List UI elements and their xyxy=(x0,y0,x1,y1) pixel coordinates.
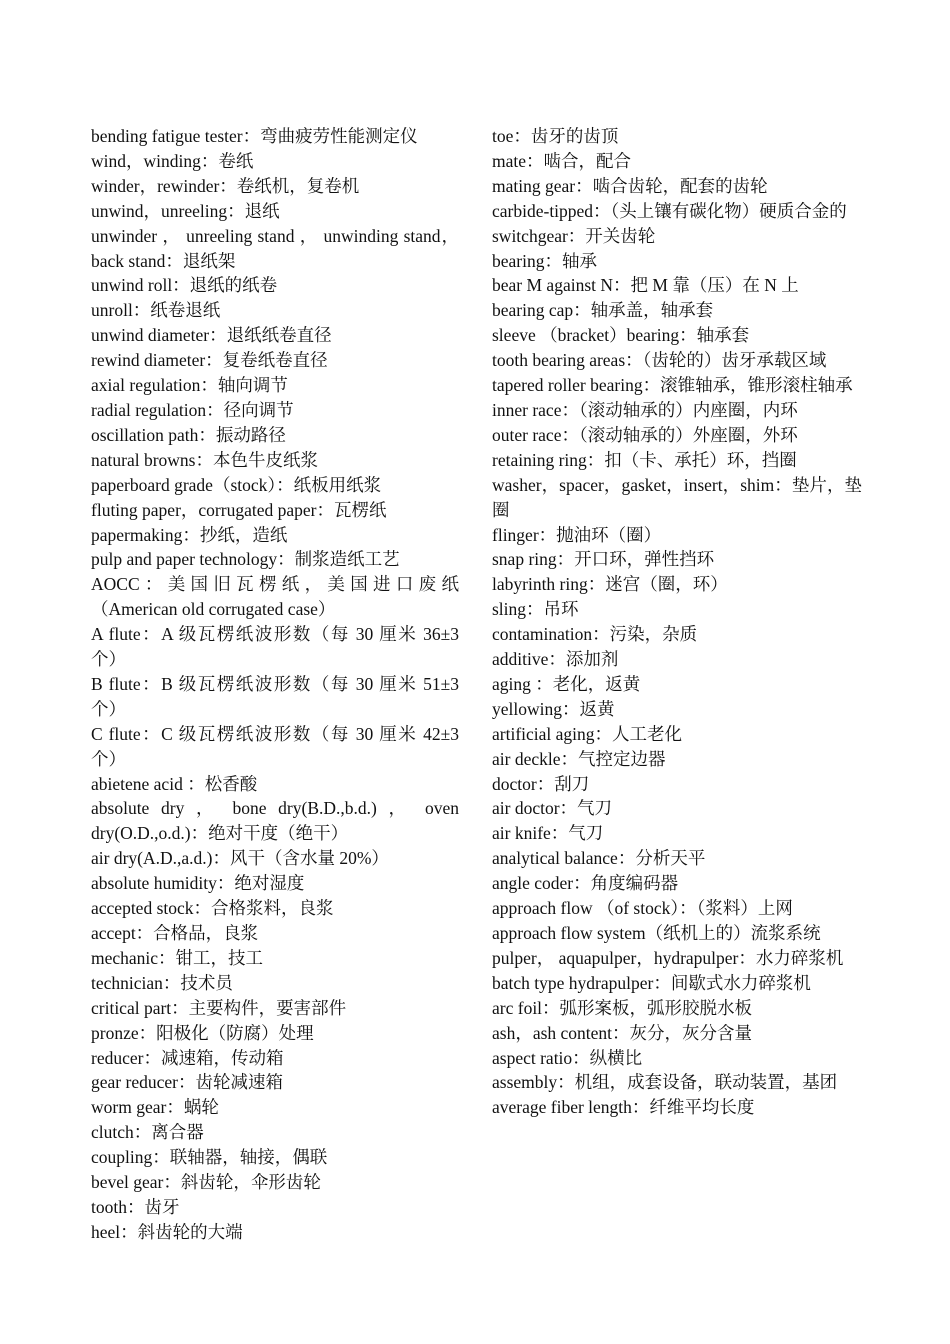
glossary-entry: arc foil：弧形案板，弧形胶脱水板 xyxy=(492,997,753,1018)
glossary-entry: natural browns：本色牛皮纸浆 xyxy=(91,449,318,470)
glossary-entry: assembly：机组，成套设备，联动装置，基团 xyxy=(492,1072,838,1093)
glossary-entry: bear M against N：把 M 靠（压）在 N 上 xyxy=(492,275,799,296)
glossary-entry: AOCC：美国旧瓦楞纸，美国进口废纸（American old corrugated case） xyxy=(91,574,459,620)
glossary-entry: bevel gear：斜齿轮，伞形齿轮 xyxy=(91,1172,321,1193)
glossary-entry: critical part：主要构件，要害部件 xyxy=(91,997,347,1018)
glossary-entry: air deckle：气控定边器 xyxy=(492,748,666,769)
glossary-entry: accepted stock：合格浆料，良浆 xyxy=(91,898,334,919)
glossary-entry: paperboard grade（stock）：纸板用纸浆 xyxy=(91,474,382,495)
glossary-entry: C flute：C 级瓦楞纸波形数（每 30 厘米 42±3 个） xyxy=(91,723,459,769)
glossary-entry: A flute：A 级瓦楞纸波形数（每 30 厘米 36±3 个） xyxy=(91,624,459,670)
glossary-entry: technician：技术员 xyxy=(91,972,233,993)
glossary-entry: tooth：齿牙 xyxy=(91,1196,180,1217)
glossary-entry: retaining ring：扣（卡、承托）环，挡圈 xyxy=(492,449,797,470)
glossary-entry: switchgear：开关齿轮 xyxy=(492,225,656,246)
glossary-entry: mate：啮合，配合 xyxy=(492,150,632,171)
glossary-entry: papermaking：抄纸，造纸 xyxy=(91,524,288,545)
glossary-entry: labyrinth ring：迷宫（圈，环） xyxy=(492,574,728,595)
glossary-entry: mechanic：钳工，技工 xyxy=(91,947,264,968)
glossary-entry: aging ：老化，返黄 xyxy=(492,673,641,694)
glossary-entry: pulp and paper technology：制浆造纸工艺 xyxy=(91,549,400,570)
glossary-entry: worm gear：蜗轮 xyxy=(91,1097,219,1118)
glossary-entry: carbide-tipped：（头上镶有碳化物）硬质合金的 xyxy=(492,200,847,221)
glossary-entry: yellowing：返黄 xyxy=(492,698,615,719)
glossary-entry: analytical balance：分析天平 xyxy=(492,848,706,869)
glossary-entry: clutch：离合器 xyxy=(91,1122,204,1143)
glossary-entry: contamination：污染，杂质 xyxy=(492,624,698,645)
glossary-entry: pronze：阳极化（防腐）处理 xyxy=(91,1022,314,1043)
glossary-entry: angle coder：角度编码器 xyxy=(492,873,679,894)
glossary-entry: additive：添加剂 xyxy=(492,649,619,670)
left-glossary-column xyxy=(91,124,459,1245)
glossary-entry: outer race：（滚动轴承的）外座圈，外环 xyxy=(492,424,798,445)
glossary-entry: fluting paper，corrugated paper：瓦楞纸 xyxy=(91,499,387,520)
glossary-entry: oscillation path：振动路径 xyxy=(91,424,286,445)
glossary-entry: air dry(A.D.,a.d.)：风干（含水量 20%） xyxy=(91,848,389,869)
glossary-entry: unwind，unreeling：退纸 xyxy=(91,200,280,221)
glossary-entry: approach flow system（纸机上的）流浆系统 xyxy=(492,923,821,943)
glossary-entry: approach flow （of stock）：（浆料）上网 xyxy=(492,898,793,919)
glossary-entry: wind，winding：卷纸 xyxy=(91,150,254,171)
glossary-entry: heel：斜齿轮的大端 xyxy=(91,1221,243,1242)
glossary-entry: sling：吊环 xyxy=(492,599,579,620)
right-glossary-column xyxy=(492,124,862,1120)
glossary-entry: pulper， aquapulper，hydrapulper：水力碎浆机 xyxy=(492,947,844,968)
glossary-entry: gear reducer：齿轮减速箱 xyxy=(91,1072,283,1093)
glossary-entry: absolute humidity：绝对湿度 xyxy=(91,873,305,894)
glossary-entry: inner race：（滚动轴承的）内座圈，内环 xyxy=(492,399,798,420)
glossary-entry: accept：合格品，良浆 xyxy=(91,923,259,943)
glossary-entry: coupling：联轴器，轴接，偶联 xyxy=(91,1147,328,1168)
glossary-entry: average fiber length：纤维平均长度 xyxy=(492,1097,755,1118)
glossary-entry: washer，spacer，gasket，insert，shim：垫片，垫圈 xyxy=(492,474,862,520)
glossary-entry: ash，ash content：灰分，灰分含量 xyxy=(492,1022,753,1043)
glossary-entry: air knife：气刀 xyxy=(492,823,604,844)
glossary-entry: B flute：B 级瓦楞纸波形数（每 30 厘米 51±3 个） xyxy=(91,673,459,719)
glossary-entry: sleeve （bracket）bearing：轴承套 xyxy=(492,325,750,346)
glossary-entry: mating gear：啮合齿轮，配套的齿轮 xyxy=(492,175,768,196)
glossary-entry: unwind roll：退纸的纸卷 xyxy=(91,275,278,296)
glossary-entry: unroll：纸卷退纸 xyxy=(91,300,221,321)
glossary-entry: snap ring：开口环，弹性挡环 xyxy=(492,549,715,570)
glossary-entry: axial regulation：轴向调节 xyxy=(91,375,288,396)
glossary-entry: abietene acid ：松香酸 xyxy=(91,773,258,794)
glossary-entry: bearing：轴承 xyxy=(492,250,597,271)
glossary-entry: tapered roller bearing：滚锥轴承，锥形滚柱轴承 xyxy=(492,375,853,396)
glossary-entry: winder，rewinder：卷纸机，复卷机 xyxy=(91,175,360,196)
glossary-entry: artificial aging：人工老化 xyxy=(492,723,683,744)
glossary-entry: absolute dry ， bone dry(B.D.,b.d.) ， oven dry(O.D.,o.d.)：绝对干度（绝干） xyxy=(91,798,459,844)
glossary-entry: flinger：抛油环（圈） xyxy=(492,524,662,545)
glossary-entry: unwind diameter：退纸纸卷直径 xyxy=(91,325,332,346)
glossary-entry: unwinder ， unreeling stand ， unwinding stand，back stand：退纸架 xyxy=(91,225,459,271)
glossary-entry: doctor：刮刀 xyxy=(492,773,590,794)
glossary-entry: bearing cap：轴承盖，轴承套 xyxy=(492,300,714,321)
glossary-entry: air doctor：气刀 xyxy=(492,798,613,819)
glossary-entry: reducer：减速箱，传动箱 xyxy=(91,1047,284,1068)
glossary-entry: tooth bearing areas：（齿轮的）齿牙承载区域 xyxy=(492,350,827,371)
glossary-entry: toe：齿牙的齿顶 xyxy=(492,126,619,146)
glossary-entry: radial regulation：径向调节 xyxy=(91,399,294,420)
glossary-entry: rewind diameter：复卷纸卷直径 xyxy=(91,350,328,371)
glossary-entry: aspect ratio：纵横比 xyxy=(492,1047,643,1068)
glossary-entry: bending fatigue tester：弯曲疲劳性能测定仪 xyxy=(91,126,418,146)
glossary-entry: batch type hydrapulper：间歇式水力碎浆机 xyxy=(492,972,811,993)
